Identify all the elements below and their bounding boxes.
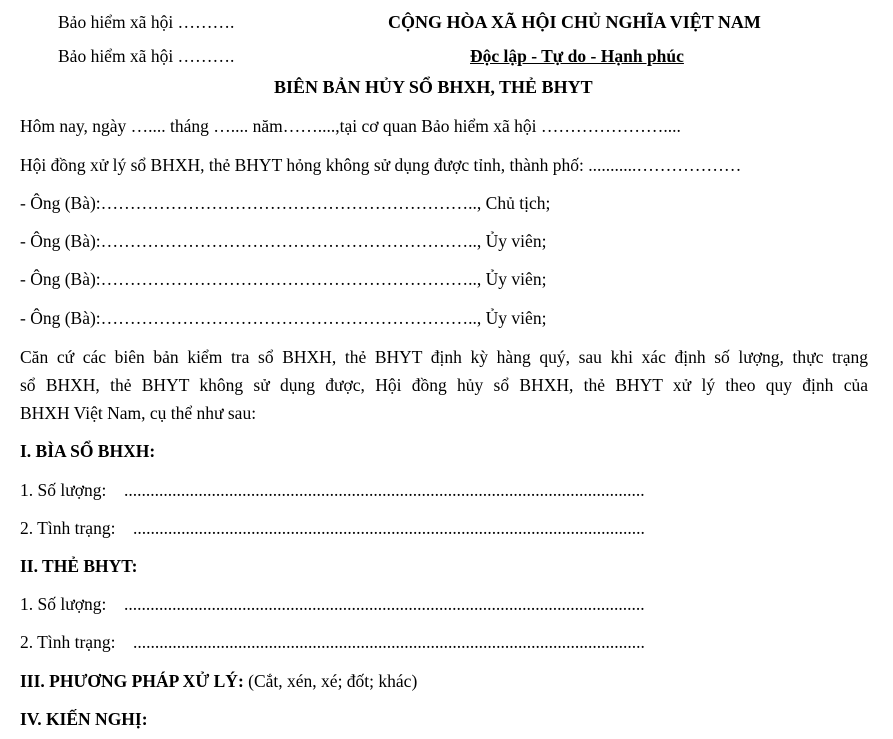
intro-line: Hôm nay, ngày ….... tháng ….... năm……....,tại cơ quan Bảo hiểm xã hội ………………….... (20, 116, 681, 136)
section-3-heading: III. PHƯƠNG PHÁP XỬ LÝ: (20, 671, 244, 691)
section-3-methods: (Cắt, xén, xé; đốt; khác) (248, 671, 418, 691)
document-title: BIÊN BẢN HỦY SỔ BHXH, THẺ BHYT (274, 77, 593, 97)
agency-line-2: Bảo hiểm xã hội ………. (58, 46, 235, 66)
section-2-heading: II. THẺ BHYT: (20, 556, 138, 576)
section-1-status-dots: ..................................................................................................................... (133, 518, 645, 538)
member-1: - Ông (Bà):……………………………………………………….., Ủy viên; (20, 231, 547, 251)
national-motto: Độc lập - Tự do - Hạnh phúc (470, 46, 684, 66)
section-2-quantity-label: 1. Số lượng: (20, 594, 107, 614)
section-2-status-label: 2. Tình trạng: (20, 632, 116, 652)
section-3-line (20, 671, 417, 692)
national-title: CỘNG HÒA XÃ HỘI CHỦ NGHĨA VIỆT NAM (388, 12, 761, 32)
section-4-heading: IV. KIẾN NGHỊ: (20, 709, 148, 729)
section-1-quantity-dots: ....................................................................................................................... (124, 480, 645, 500)
section-1-status-label: 2. Tình trạng: (20, 518, 116, 538)
basis-line-2: sổ BHXH, thẻ BHYT không sử dụng được, Hội đồng hủy sổ BHXH, thẻ BHYT xử lý theo quy định của (20, 375, 868, 395)
basis-line-3: BHXH Việt Nam, cụ thể như sau: (20, 403, 257, 423)
section-1-quantity-label: 1. Số lượng: (20, 480, 107, 500)
section-2-quantity-dots: ....................................................................................................................... (124, 594, 645, 614)
member-3: - Ông (Bà):……………………………………………………….., Ủy viên; (20, 308, 547, 328)
member-2: - Ông (Bà):……………………………………………………….., Ủy viên; (20, 269, 547, 289)
section-1-heading: I. BÌA SỔ BHXH: (20, 441, 156, 461)
council-line: Hội đồng xử lý sổ BHXH, thẻ BHYT hỏng không sử dụng được tỉnh, thành phố: ...........……………… (20, 155, 742, 175)
section-2-status-dots: ..................................................................................................................... (133, 632, 645, 652)
basis-line-1: Căn cứ các biên bản kiểm tra sổ BHXH, thẻ BHYT định kỳ hàng quý, sau khi xác định số lượng, thực trạng (20, 347, 868, 367)
agency-line-1: Bảo hiểm xã hội ………. (58, 12, 235, 32)
member-chair: - Ông (Bà):……………………………………………………….., Chủ tịch; (20, 193, 551, 213)
